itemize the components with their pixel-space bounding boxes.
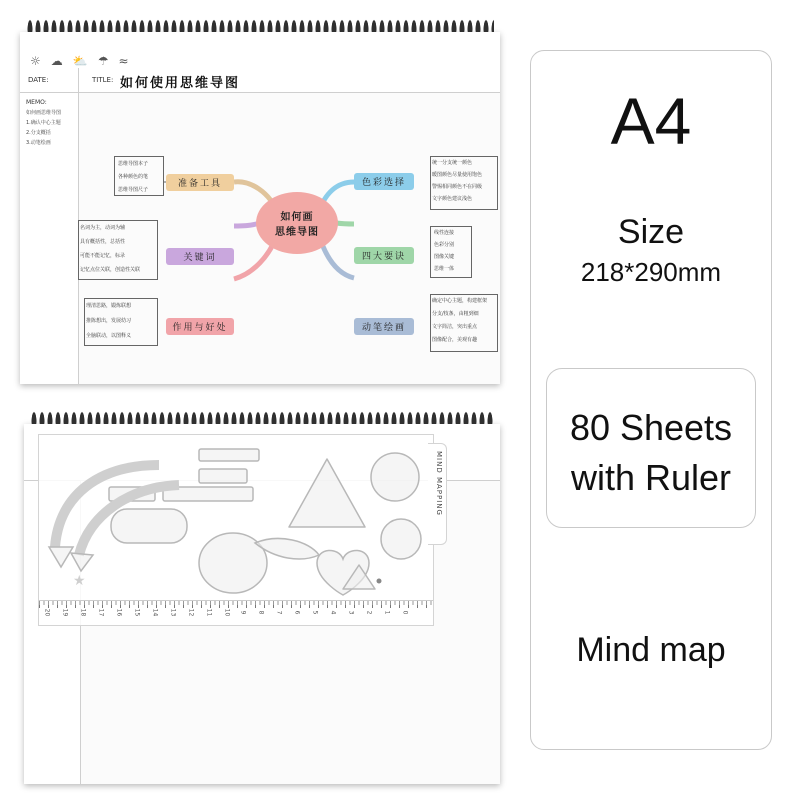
wind-icon: ≈ [118,54,129,68]
ruler-number: 7 [275,610,283,615]
page-title: 如何使用思维导图 [120,76,241,91]
note-line: 色彩分别 [434,242,455,248]
memo-label: MEMO: [26,99,47,106]
paper-size-title: A4 [610,84,692,158]
ruler-number: 9 [239,610,247,615]
note-line: 思维导图本子 [118,161,149,167]
arrow-icon [71,553,93,571]
memo-line: 3.动笔绘画 [26,140,51,146]
note-line: 名词为主，动词为辅 [80,225,126,231]
slot-shape [199,449,259,461]
note-line: 暖图颜色尽量使用饱色 [432,172,483,178]
note-line: 分支/枝条，由粗到细 [432,311,479,317]
date-label: DATE: [28,76,49,84]
memo-line: 2.分支概括 [26,130,51,136]
circle-shape [371,453,419,501]
ruler-scale [39,600,433,625]
center-node-line1: 如何画 [280,212,314,223]
size-label: Size [617,213,685,251]
connector-right-mid [336,223,354,224]
memo-line: 如何画思维导图 [26,110,62,116]
slot-shape [199,469,247,483]
ruler-number: 20 [43,608,51,617]
title-label: TITLE: [92,76,114,84]
ruler-number: 11 [205,608,213,617]
branch-four-keys: 四大要诀 [354,247,414,264]
triangle-shape [289,459,365,527]
ruler-number: 4 [329,610,337,615]
branch-color-choice: 色彩选择 [354,173,414,190]
ruler-number: 2 [365,610,373,615]
ruler-number: 6 [293,610,301,615]
ruler-number: 8 [257,610,265,615]
arrow-icon [49,547,73,567]
branch-prepare-tools: 准备工具 [166,174,234,191]
cloud-icon: ☁ [50,54,63,68]
circle-shape [381,519,421,559]
note-line: 思维导图尺子 [118,187,149,193]
ruler-number: 19 [61,608,69,617]
branch-keywords: 关键词 [166,248,234,265]
ruler-numbers [43,609,429,619]
branch-uses-benefits: 作用与好处 [166,318,234,335]
ruler-number: 14 [151,608,159,617]
slot-shape [111,509,187,543]
ruler-number: 13 [169,608,177,617]
center-node [256,192,338,254]
note-line: 图像配合，美观有趣 [432,337,478,343]
rain-cloud-icon: ☂ [97,54,109,68]
ruler-number: 10 [223,608,231,617]
sheets-count: 80 Sheets [569,407,733,448]
ruler-number: 5 [311,610,319,615]
ruler-number: 3 [347,610,355,615]
star-icon: ★ [73,573,86,589]
stencil-shapes [39,435,433,605]
note-line: 全脑联动，以图释义 [86,333,132,339]
note-line: 文字颜色建议浅色 [432,196,473,202]
note-line: 可能不能记忆，标录 [80,253,126,259]
note-line: 线性连接 [434,230,455,236]
ruler-number: 15 [133,608,141,617]
ruler-number: 12 [187,608,195,617]
size-dimensions: 218*290mm [580,257,722,287]
ruler-number: 17 [97,608,105,617]
memo-line: 1.确认中心主题 [26,120,61,126]
note-line: 推陈想出，发展幼习 [86,318,132,324]
note-line: 图像关键 [434,254,455,260]
ruler-included: with Ruler [570,457,732,498]
note-line: 具有概括性，总括性 [80,239,126,245]
note-line: 文字简洁，突出重点 [432,324,478,330]
ruler-number: 1 [383,610,391,615]
note-line: 确定中心主题，构建框架 [432,298,488,304]
sun-icon: ☼ [30,54,41,68]
note-line: 理清思路，锻炼联想 [86,303,132,309]
note-line: 统一分支统一颜色 [432,160,473,166]
note-line: 思维一体 [434,266,455,272]
ruler-number: 18 [79,608,87,617]
note-line: 各种颜色的笔 [118,174,149,180]
cloud-sun-icon: ⛅ [72,54,88,68]
note-line: 记忆点位关联，创造性关联 [80,267,141,273]
notebook-top [20,32,500,384]
branch-start-drawing: 动笔绘画 [354,318,414,335]
mind-map-label: Mind map [576,631,726,669]
note-line: 警惕相同颜色不在同级 [432,184,483,190]
sheets-card [546,368,756,528]
ruler-number: 0 [401,610,409,615]
center-node-line2: 思维导图 [275,227,319,238]
mind-map-stencil-ruler [38,434,443,626]
pin-hole [377,579,382,584]
stencil-label: MIND MAPPING [435,451,443,516]
ruler-number: 16 [115,608,123,617]
